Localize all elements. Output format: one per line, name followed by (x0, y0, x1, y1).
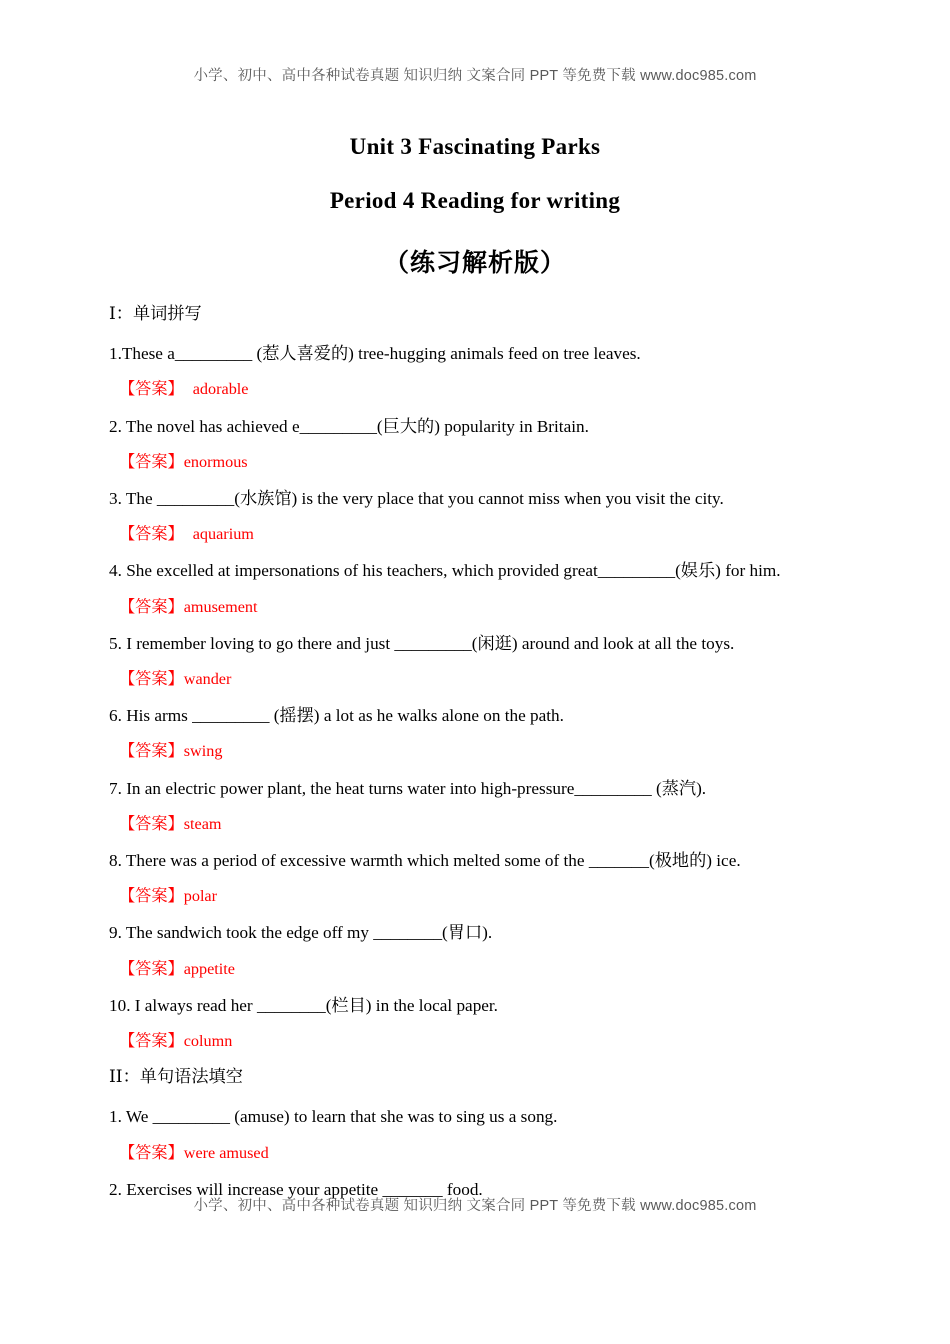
answer-line (119, 596, 869, 616)
answer-line (119, 1033, 869, 1049)
answer-value: enormous (183, 452, 248, 471)
exercise-content (109, 306, 869, 1198)
question-line: 8. There was a period of excessive warmth which melted some of the _______(极地的) ice. (109, 851, 741, 871)
answer-line (119, 743, 869, 759)
answer-value: swing (183, 742, 223, 761)
question-line: 10. I always read her ________(栏目) in the local paper. (109, 995, 498, 1015)
question-line: 4. She excelled at impersonations of his teachers, which provided great_________(娱乐) for him. (109, 561, 781, 581)
answer-line (119, 526, 869, 542)
question-line: 9. The sandwich took the edge off my ________(胃口). (109, 923, 493, 943)
answer-value: aquarium (192, 525, 254, 544)
answer-tag: 【答案】 (119, 451, 184, 471)
question-line: 6. His arms _________ (摇摆) a lot as he walks alone on the path. (109, 706, 564, 726)
answer-value: appetite (183, 959, 235, 978)
section-heading: II：单句语法填空 (109, 1067, 243, 1088)
period-title: Period 4 Reading for writing (329, 188, 621, 213)
answer-tag: 【答案】 (119, 596, 184, 616)
answer-tag: 【答案】 (119, 741, 184, 761)
question-line: 2. Exercises will increase your appetite _______ food. (109, 1179, 483, 1199)
answer-value: polar (183, 887, 218, 906)
answer-line (119, 888, 869, 904)
answer-tag: 【答案】 (119, 1142, 184, 1162)
answer-tag: 【答案】 (119, 1031, 184, 1051)
answer-line (119, 671, 869, 687)
answer-value: steam (183, 814, 222, 833)
version-title: （练习解析版） (383, 248, 566, 277)
answer-line (119, 451, 869, 471)
answer-tag: 【答案】 (119, 886, 184, 906)
answer-line (119, 813, 869, 833)
watermark-footer: 小学、初中、高中各种试卷真题 知识归纳 文案合同 PPT 等免费下载 www.doc985.com (193, 1198, 757, 1214)
watermark-header: 小学、初中、高中各种试卷真题 知识归纳 文案合同 PPT 等免费下载 www.doc985.com (193, 68, 757, 84)
answer-tag: 【答案】 (119, 813, 184, 833)
answer-value: adorable (192, 380, 249, 399)
answer-value: were amused (183, 1143, 269, 1162)
answer-tag: 【答案】 (119, 958, 184, 978)
answer-line (119, 1142, 869, 1162)
answer-value: column (183, 1032, 233, 1051)
answer-tag: 【答案】 (119, 524, 184, 544)
answer-tag: 【答案】 (119, 379, 184, 399)
question-line: 1. We _________ (amuse) to learn that she was to sing us a song. (109, 1107, 558, 1127)
question-line: 1.These a_________ (惹人喜爱的) tree-hugging animals feed on tree leaves. (109, 344, 641, 364)
question-line: 5. I remember loving to go there and just _________(闲逛) around and look at all the toys. (109, 633, 735, 653)
answer-value: amusement (183, 597, 258, 616)
question-line: 7. In an electric power plant, the heat turns water into high-pressure_________ (蒸汽). (109, 778, 707, 798)
answer-line (119, 958, 869, 978)
question-line: 3. The _________(水族馆) is the very place that you cannot miss when you visit the city. (109, 489, 724, 509)
question-line: 2. The novel has achieved e_________(巨大的) popularity in Britain. (109, 416, 589, 436)
answer-value: wander (183, 670, 232, 689)
unit-title: Unit 3 Fascinating Parks (349, 134, 601, 159)
section-heading: I：单词拼写 (109, 304, 202, 324)
answer-tag: 【答案】 (119, 669, 184, 689)
answer-line (119, 381, 869, 397)
